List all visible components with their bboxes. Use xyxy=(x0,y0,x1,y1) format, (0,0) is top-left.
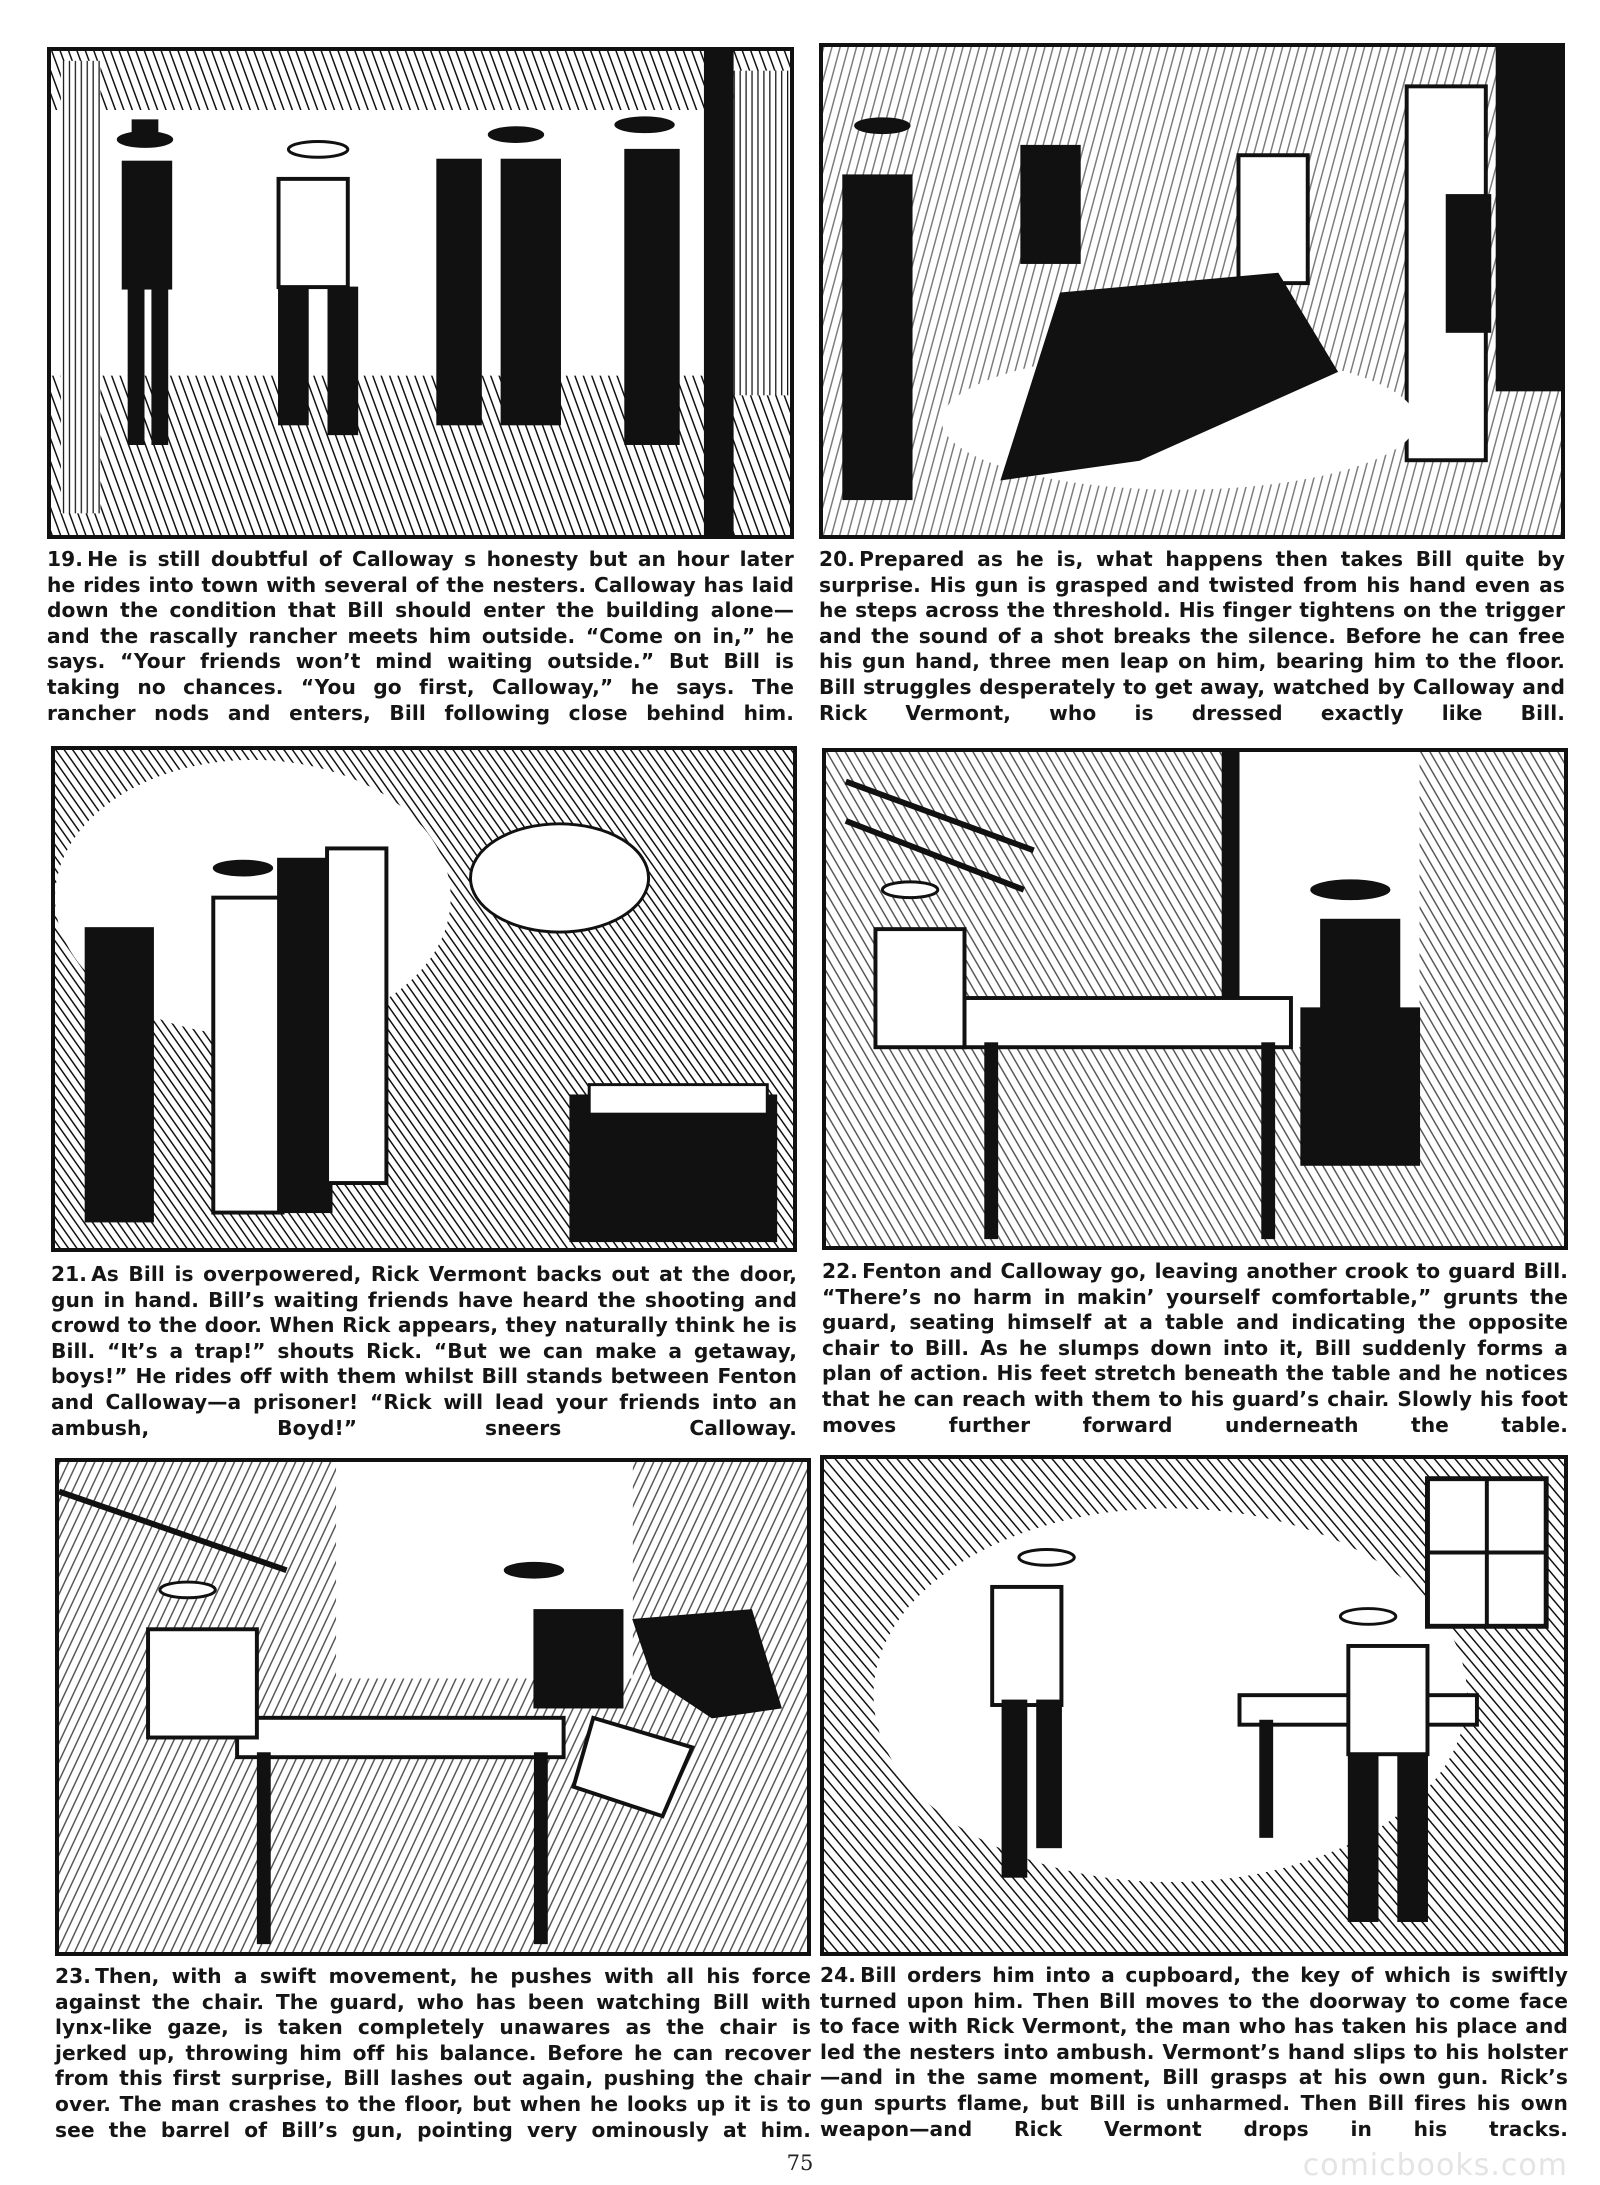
final-shootout-scene xyxy=(824,1459,1564,1952)
guard-table-scene xyxy=(826,752,1564,1246)
panel-number: 22. xyxy=(822,1259,859,1283)
saloon-doorway-scene xyxy=(51,51,790,535)
caption-text: As Bill is overpowered, Rick Vermont backs out at the door, gun in hand. Bill’s waiting friends have heard the shooting and crowd to the door. When Rick appears, they naturally think he is Bill. “It’s a trap!” shouts Rick. “But we can make a getaway, boys!” He rides off with them whilst Bill stands between Fenton and Calloway—a prisoner! “Rick will lead your friends into an ambush, Boyd!” sneers Calloway. xyxy=(51,1262,797,1440)
panel-22-caption xyxy=(822,1259,1568,1438)
watermark-text: comicbooks.com xyxy=(1302,2148,1568,2183)
panel-23-caption xyxy=(55,1964,811,2143)
caption-text: Prepared as he is, what happens then takes Bill quite by surprise. His gun is grasped and twisted from his hand even as he steps across the threshold. His finger tightens on the trigger and the sound of a shot breaks the silence. Before he can free his gun hand, three men leap on him, bearing him to the floor. Bill struggles desperately to get away, watched by Calloway and Rick Vermont, who is dressed exactly like Bill. xyxy=(819,547,1565,725)
caption-text: Then, with a swift movement, he pushes with all his force against the chair. The guard, who has been watching Bill with lynx-like gaze, is taken completely unawares as the chair is jerked up, throwing him off his balance. Before he can recover from this first surprise, Bill lashes out again, pushing the chair over. The man crashes to the floor, but when he looks up it is to see the barrel of Bill’s gun, pointing very ominously at him. xyxy=(55,1964,811,2142)
panel-19-caption xyxy=(47,547,794,726)
panel-number: 21. xyxy=(51,1262,88,1286)
panel-21-caption xyxy=(51,1262,797,1441)
caption-text: Bill orders him into a cupboard, the key of which is swiftly turned upon him. Then Bill moves to the doorway to come face to face with Rick Vermont, the man who has taken his place and led the nesters into ambush. Vermont’s hand slips to his holster—and in the same moment, Bill grasps at his own gun. Rick’s gun spurts flame, but Bill is unharmed. Then Bill fires his own weapon—and Rick Vermont drops in his tracks. xyxy=(820,1963,1568,2141)
panel-24-illustration xyxy=(820,1455,1568,1956)
panel-number: 19. xyxy=(47,547,84,571)
panel-23-illustration xyxy=(55,1458,811,1956)
panel-20-illustration xyxy=(819,43,1565,539)
panel-24-caption xyxy=(820,1963,1568,2142)
panel-number: 20. xyxy=(819,547,856,571)
panel-19-illustration xyxy=(47,47,794,539)
panel-number: 24. xyxy=(820,1963,857,1987)
chair-kick-scene xyxy=(59,1462,807,1952)
page-number: 75 xyxy=(786,2151,814,2175)
panel-22-illustration xyxy=(822,748,1568,1250)
caption-text: He is still doubtful of Calloway s honesty but an hour later he rides into town with several of the nesters. Calloway has laid down the condition that Bill should enter the building alone—and the rascally rancher meets him outside. “Come on in,” he says. “Your friends won’t mind waiting outside.” But Bill is taking no chances. “You go first, Calloway,” he says. The rancher nods and enters, Bill following close behind him. xyxy=(47,547,794,725)
panel-21-illustration xyxy=(51,746,797,1252)
doorway-gunfight-scene xyxy=(55,750,793,1248)
caption-text: Fenton and Calloway go, leaving another crook to guard Bill. “There’s no harm in makin’ yourself comfortable,” grunts the guard, seating himself at a table and indicating the opposite chair to Bill. As he slumps down into it, Bill suddenly forms a plan of action. His feet stretch beneath the table and he notices that he can reach with them to his guard’s chair. Slowly his foot moves further forward underneath the table. xyxy=(822,1259,1568,1437)
panel-20-caption xyxy=(819,547,1565,726)
panel-number: 23. xyxy=(55,1964,92,1988)
struggle-scene xyxy=(823,47,1561,535)
